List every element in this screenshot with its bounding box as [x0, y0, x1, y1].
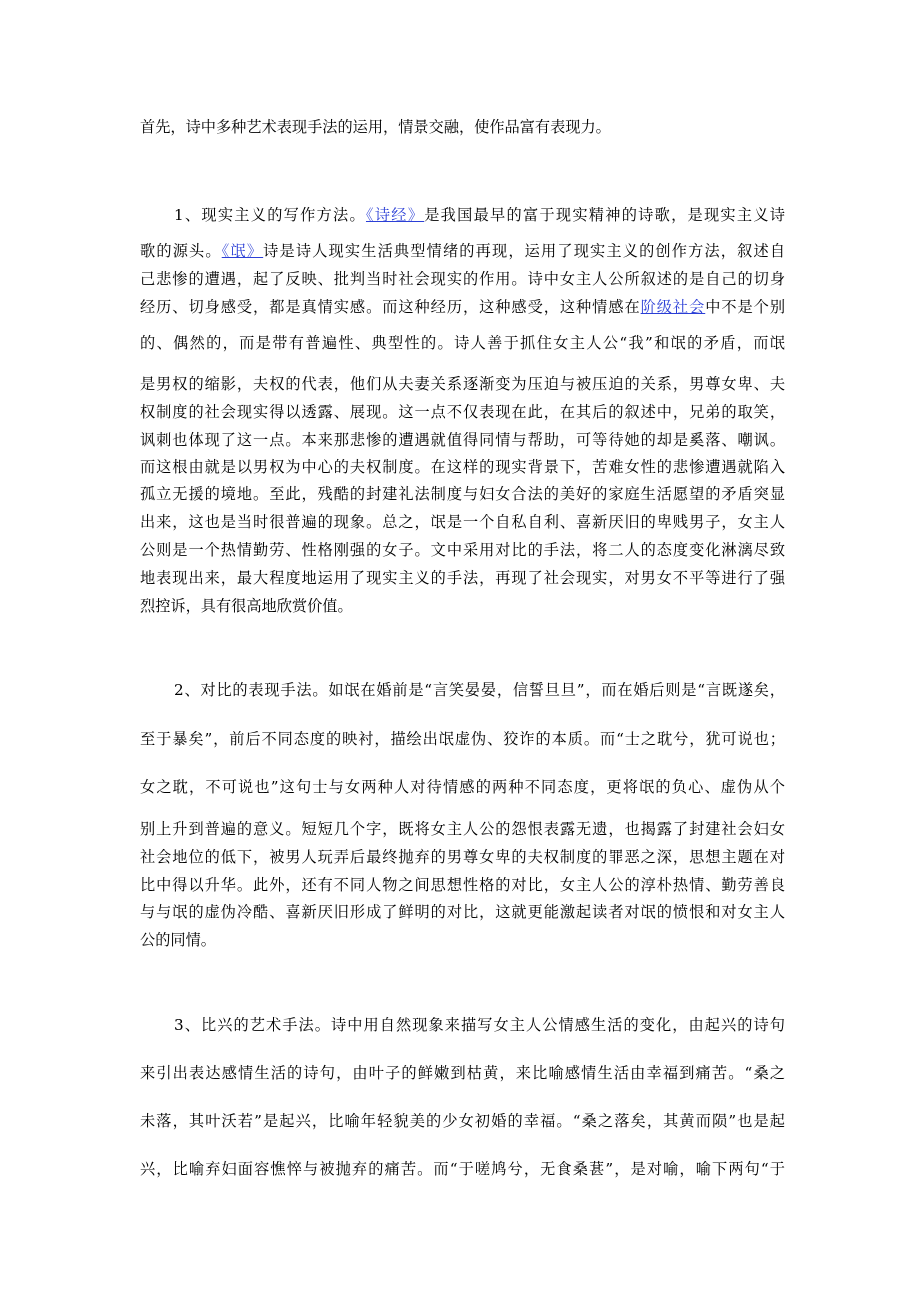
section1-line-9: 而这根由就是以男权为中心的夫权制度。在这样的现实背景下，苦难女性的悲惨遭遇就陷入 — [140, 458, 785, 476]
shijing-link[interactable]: 《诗经》 — [365, 206, 425, 224]
section1-text: 是我国最早的富于现实精神的诗歌，是现实主义诗 — [424, 206, 785, 224]
section1-text: 诗是诗人现实生活典型情绪的再现，运用了现实主义的创作方法，叙述自 — [263, 242, 785, 260]
section1-text: 经历、切身感受，都是真情实感。而这种经历，这种感受，这种情感在 — [140, 298, 641, 316]
section1-line-4 — [140, 296, 785, 318]
section1-line-2 — [140, 240, 785, 262]
section3-line-4: 兴，比喻弃妇面容憔悴与被抛弃的痛苦。而“于嗟鸠兮，无食桑葚”，是对喻，喻下两句“于 — [140, 1160, 785, 1178]
section3-line-3: 未落，其叶沃若”是起兴，比喻年轻貌美的少女初婚的幸福。“桑之落矣，其黄而陨”也是起 — [140, 1112, 785, 1130]
intro-paragraph: 首先，诗中多种艺术表现手法的运用，情景交融，使作品富有表现力。 — [140, 118, 611, 136]
section2-line-6: 比中得以升华。此外，还有不同人物之间思想性格的对比，女主人公的淳朴热情、勤劳善良 — [140, 876, 785, 894]
section1-line-6: 是男权的缩影，夫权的代表，他们从夫妻关系逐渐变为压迫与被压迫的关系，男尊女卑、夫 — [140, 375, 785, 393]
meng-link[interactable]: 《氓》 — [221, 242, 264, 260]
section1-line-1 — [140, 204, 785, 226]
section3-line-2: 来引出表达感情生活的诗句，由叶子的鲜嫩到枯黄，来比喻感情生活由幸福到痛苦。“桑之 — [140, 1064, 785, 1082]
section2-line-3: 女之耽，不可说也”这句士与女两种人对待情感的两种不同态度，更将氓的负心、虚伪从个 — [140, 778, 785, 796]
section1-text: 歌的源头。 — [140, 242, 222, 260]
section1-line-3: 己悲惨的遭遇，起了反映、批判当时社会现实的作用。诗中女主人公所叙述的是自己的切身 — [140, 270, 785, 288]
section2-line-4: 别上升到普遍的意义。短短几个字，既将女主人公的怨恨表露无遗，也揭露了封建社会妇女 — [140, 820, 785, 838]
class-society-link[interactable]: 阶级社会 — [640, 298, 706, 316]
section1-line-14: 烈控诉，具有很高地欣赏价值。 — [140, 597, 353, 615]
section3-line-1: 3、比兴的艺术手法。诗中用自然现象来描写女主人公情感生活的变化，由起兴的诗句 — [174, 1016, 785, 1034]
section1-text: 中不是个别 — [705, 298, 785, 316]
section1-line-5: 的、偶然的，而是带有普遍性、典型性的。诗人善于抓住女主人公“我”和氓的矛盾，而氓 — [140, 334, 785, 352]
section2-line-1: 2、对比的表现手法。如氓在婚前是“言笑晏晏，信誓旦旦”，而在婚后则是“言既遂矣， — [174, 681, 785, 699]
section1-heading-text: 1、现实主义的写作方法。 — [174, 206, 366, 224]
section2-line-5: 社会地位的低下，被男人玩弄后最终抛弃的男尊女卑的夫权制度的罪恶之深，思想主题在对 — [140, 848, 785, 866]
section1-line-13: 地表现出来，最大程度地运用了现实主义的手法，再现了社会现实，对男女不平等进行了强 — [140, 569, 785, 587]
section1-line-8: 讽刺也体现了这一点。本来那悲惨的遭遇就值得同情与帮助，可等待她的却是奚落、嘲讽。 — [140, 431, 785, 449]
section1-line-7: 权制度的社会现实得以透露、展现。这一点不仅表现在此，在其后的叙述中，兄弟的取笑， — [140, 403, 785, 421]
section1-line-12: 公则是一个热情勤劳、性格刚强的女子。文中采用对比的手法，将二人的态度变化淋漓尽致 — [140, 541, 785, 559]
section2-line-2: 至于暴矣”，前后不同态度的映衬，描绘出氓虚伪、狡诈的本质。而“士之耽兮，犹可说也； — [140, 730, 785, 748]
section1-line-10: 孤立无援的境地。至此，残酷的封建礼法制度与妇女合法的美好的家庭生活愿望的矛盾突显 — [140, 485, 785, 503]
section2-line-8: 公的同情。 — [140, 931, 216, 949]
section1-line-11: 出来，这也是当时很普遍的现象。总之，氓是一个自私自利、喜新厌旧的卑贱男子，女主人 — [140, 513, 785, 531]
section2-line-7: 与与氓的虚伪冷酷、喜新厌旧形成了鲜明的对比，这就更能激起读者对氓的愤恨和对女主人 — [140, 903, 785, 921]
